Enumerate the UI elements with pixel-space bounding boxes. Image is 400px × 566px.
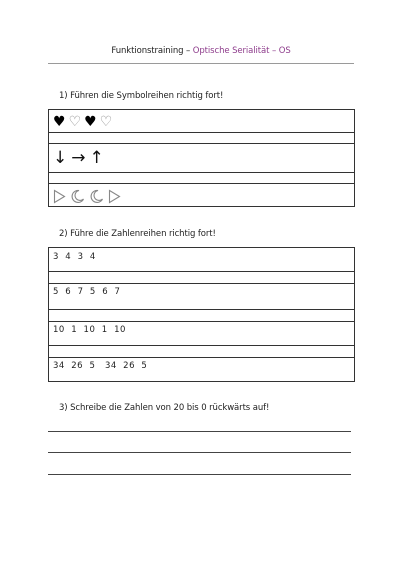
number-row-6-answer[interactable]: [49, 346, 354, 358]
header-divider: [48, 63, 354, 64]
heart-filled-icon: ♥: [84, 113, 97, 130]
symbol-row-4-answer[interactable]: [49, 173, 354, 184]
symbol-row-5[interactable]: [49, 184, 354, 208]
number-row-3[interactable]: [49, 284, 354, 310]
symbol-row-2-answer[interactable]: [49, 133, 354, 144]
number-row-2-answer[interactable]: [49, 272, 354, 284]
number-row-1[interactable]: [49, 248, 354, 272]
symbol-row-3[interactable]: [49, 144, 354, 173]
arrow-down-icon: ↓: [53, 148, 68, 168]
moon-outline-icon: [70, 189, 85, 204]
triangle-outline-icon: [53, 189, 66, 204]
number-sequence-table: [48, 247, 355, 382]
answer-line-3[interactable]: [48, 474, 351, 475]
worksheet-header: [48, 46, 354, 56]
number-sequence: 34 26 5 34 26 5: [53, 361, 148, 371]
moon-outline-icon: [89, 189, 104, 204]
number-sequence: 3 4 3 4: [53, 252, 96, 262]
symbol-row-1[interactable]: [49, 110, 354, 133]
number-row-4-answer[interactable]: [49, 310, 354, 322]
symbol-sequence-table: [48, 109, 355, 207]
task-3-instruction: 3) Schreibe die Zahlen von 20 bis 0 rückwärts auf!: [59, 403, 270, 413]
heart-outline-icon: ♡: [68, 113, 82, 130]
heart-filled-icon: ♥: [53, 113, 66, 130]
task-2-instruction: 2) Führe die Zahlenreihen richtig fort!: [59, 229, 216, 239]
header-title-main: Funktionstraining –: [111, 46, 193, 56]
triangle-outline-icon: [108, 189, 121, 204]
task-1-instruction: 1) Führen die Symbolreihen richtig fort!: [59, 91, 224, 101]
number-sequence: 10 1 10 1 10: [53, 325, 126, 335]
arrow-up-icon: ↑: [89, 148, 104, 168]
arrow-right-icon: →: [71, 148, 86, 168]
number-sequence: 5 6 7 5 6 7: [53, 287, 121, 297]
answer-line-1[interactable]: [48, 431, 351, 432]
answer-line-2[interactable]: [48, 452, 351, 453]
header-title-accent: Optische Serialität – OS: [192, 46, 291, 56]
heart-outline-icon: ♡: [99, 113, 113, 130]
number-row-7[interactable]: [49, 358, 354, 383]
number-row-5[interactable]: [49, 322, 354, 346]
